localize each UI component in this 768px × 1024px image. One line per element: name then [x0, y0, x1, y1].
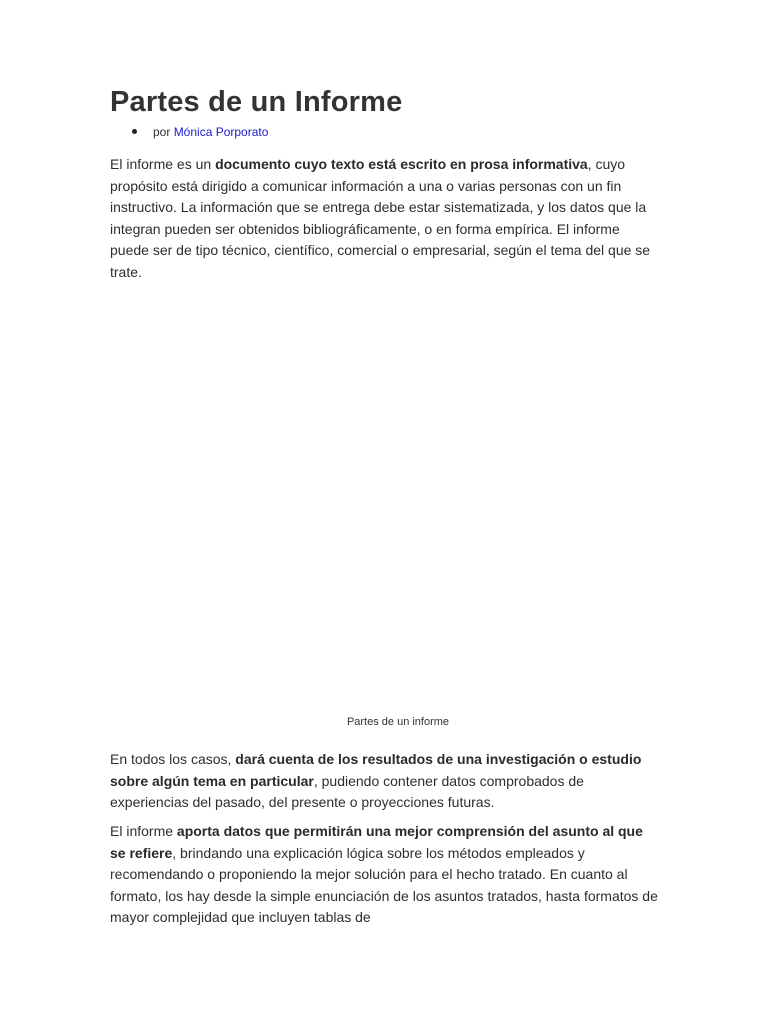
paragraph-text: , cuyo propósito está dirigido a comunicar información a una o varias personas con un fin instructivo. La información que se entrega debe estar sistematizada, y los datos que la integran pueden ser obtenidos bibliográficamente, o en forma empírica. El informe puede ser de tipo técnico, científico, comercial o empresarial, según el tema del que se trate.: [110, 156, 651, 280]
body-paragraph: [110, 821, 660, 929]
intro-paragraph: [110, 154, 660, 283]
figure-caption: Partes de un informe: [346, 716, 450, 728]
bullet-icon: [132, 129, 137, 134]
paragraph-text: El informe es un: [110, 156, 216, 172]
author-link[interactable]: Mónica Porporato: [173, 125, 269, 139]
byline: [132, 125, 268, 139]
paragraph-text: En todos los casos,: [110, 751, 236, 767]
paragraph-bold-text: documento cuyo texto está escrito en prosa informativa: [215, 156, 588, 172]
body-paragraph: [110, 749, 660, 814]
figure-image-placeholder: [110, 290, 660, 700]
byline-prefix: por: [153, 125, 171, 139]
paragraph-text: El informe: [110, 823, 177, 839]
paragraph-text: , brindando una explicación lógica sobre los métodos empleados y recomendando o proponiendo la mejor solución para el hecho tratado. En cuanto al formato, los hay desde la simple enunciación de los asuntos tratados, hasta formatos de mayor complejidad que incluyen tablas de: [110, 844, 658, 925]
paragraph-text: , pudiendo contener datos comprobados de experiencias del pasado, del presente o proyecciones futuras.: [110, 772, 584, 810]
paragraph-bold-text: aporta datos que permitirán una mejor comprensión del asunto al que se refiere: [110, 823, 643, 861]
paragraph-bold-text: dará cuenta de los resultados de una investigación o estudio sobre algún tema en particular: [110, 751, 642, 789]
page-title: Partes de un Informe: [110, 86, 403, 118]
